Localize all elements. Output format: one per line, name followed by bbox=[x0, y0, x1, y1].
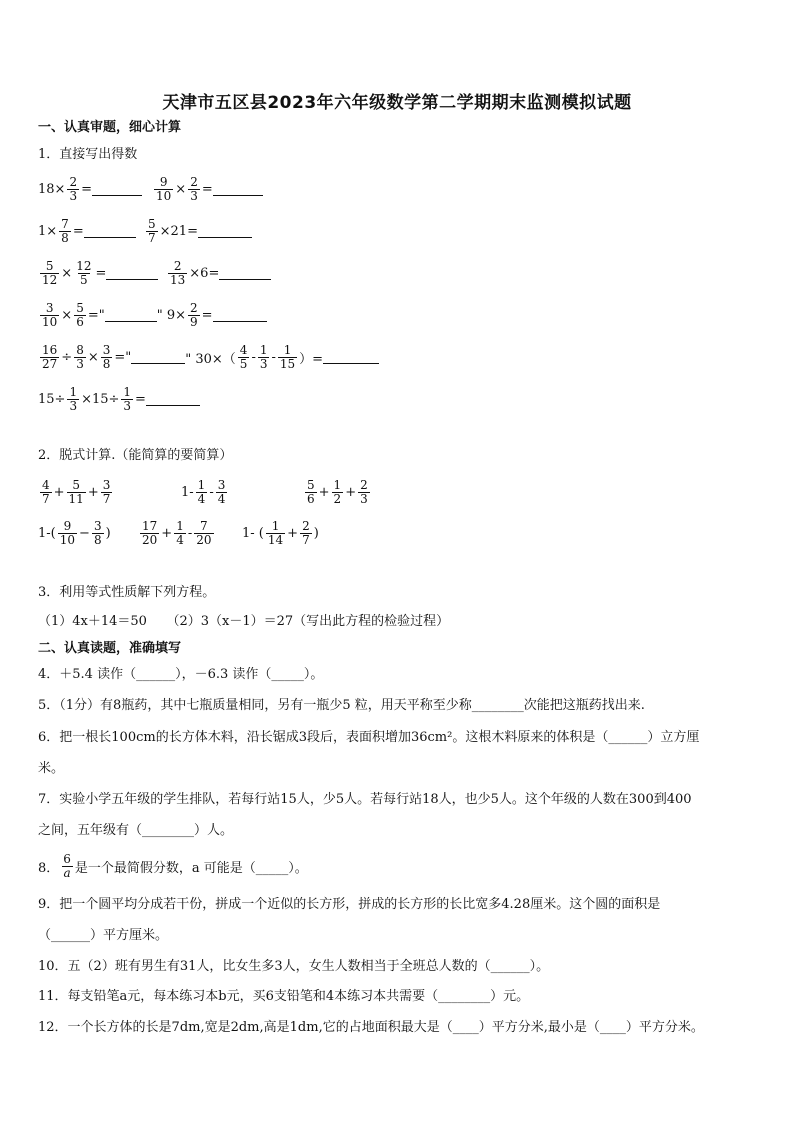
expression-text: 1- bbox=[181, 484, 194, 500]
question-3-equations: （1）4x＋14＝50 （2）3（x－1）＝27（写出此方程的检验过程） bbox=[38, 614, 450, 629]
denominator: 8 bbox=[102, 356, 111, 371]
q1-expr-2a bbox=[38, 218, 144, 245]
q2-expr-b bbox=[181, 479, 303, 506]
denominator: 3 bbox=[76, 356, 84, 371]
numerator: 1 bbox=[69, 384, 78, 399]
denominator: 7 bbox=[102, 491, 111, 506]
denominator: 5 bbox=[239, 356, 248, 371]
expression-text: × bbox=[61, 307, 73, 323]
denominator: 7 bbox=[42, 491, 50, 506]
answer-blank[interactable] bbox=[213, 183, 263, 196]
expression-text: − bbox=[79, 525, 90, 541]
question-2-label: 2．脱式计算.（能简算的要简算） bbox=[38, 448, 233, 463]
q1-expr-3a bbox=[38, 260, 166, 287]
denominator: 4 bbox=[197, 491, 206, 506]
fraction bbox=[92, 520, 104, 547]
page-title: 天津市五区县2023年六年级数学第二学期期末监测模拟试题 bbox=[162, 93, 632, 113]
denominator: 10 bbox=[59, 532, 76, 547]
question-8 bbox=[38, 851, 308, 881]
denominator: 3 bbox=[69, 188, 78, 203]
question-1-label: 1．直接写出得数 bbox=[38, 147, 138, 162]
denominator: 7 bbox=[302, 532, 310, 547]
fraction bbox=[59, 218, 71, 245]
question-11: 11．每支铅笔a元，每本练习本b元，买6支铅笔和4本练习本共需要（________）元。 bbox=[38, 989, 530, 1004]
question-4: 4．＋5.4 读作（______），－6.3 读作（_____）。 bbox=[38, 667, 324, 682]
fraction bbox=[358, 479, 370, 506]
expression-text: " 30×（ bbox=[185, 351, 236, 367]
fraction bbox=[146, 218, 158, 245]
expression-text: + bbox=[87, 484, 99, 500]
answer-blank[interactable] bbox=[92, 183, 142, 196]
denominator: 27 bbox=[42, 356, 58, 371]
numerator: 2 bbox=[189, 300, 198, 315]
denominator: 15 bbox=[279, 356, 296, 371]
expression-text: × bbox=[175, 181, 187, 197]
denominator: 5 bbox=[80, 272, 88, 287]
fraction bbox=[305, 479, 317, 506]
expression-text: ) bbox=[313, 525, 319, 541]
fraction bbox=[174, 520, 186, 547]
answer-blank[interactable] bbox=[84, 225, 136, 238]
numerator: 7 bbox=[61, 216, 69, 231]
answer-blank[interactable] bbox=[105, 309, 157, 322]
numerator: 1 bbox=[271, 518, 280, 533]
numerator: 5 bbox=[148, 216, 156, 231]
fraction bbox=[74, 344, 86, 371]
expression-text: =" bbox=[114, 349, 132, 365]
numerator: 4 bbox=[42, 477, 50, 492]
q1-expr-4b bbox=[157, 302, 267, 329]
fraction bbox=[216, 479, 228, 506]
fraction bbox=[40, 344, 59, 371]
expression-text: = bbox=[201, 307, 213, 323]
fraction bbox=[194, 520, 213, 547]
expression-text: - bbox=[209, 484, 214, 500]
q1-expr-4a bbox=[38, 302, 157, 329]
fraction bbox=[238, 344, 250, 371]
denominator: 12 bbox=[42, 272, 58, 287]
denominator: 3 bbox=[190, 188, 198, 203]
fraction bbox=[74, 302, 86, 329]
question-10: 10．五（2）班有男生有31人，比女生多3人，女生人数相当于全班总人数的（______）。 bbox=[38, 959, 550, 974]
q1-expr-1b bbox=[152, 176, 263, 203]
numerator: 2 bbox=[173, 258, 182, 273]
expression-text: 15÷ bbox=[38, 391, 66, 407]
q1-row-5 bbox=[38, 340, 379, 374]
q2-row-2 bbox=[38, 516, 319, 550]
denominator: 2 bbox=[333, 491, 342, 506]
fraction bbox=[168, 260, 187, 287]
q1-row-6 bbox=[38, 382, 200, 416]
numerator: 3 bbox=[217, 477, 226, 492]
expression-text: - bbox=[271, 349, 276, 365]
denominator: 11 bbox=[68, 491, 84, 506]
denominator: 13 bbox=[170, 272, 186, 287]
question-5: 5．（1分）有8瓶药，其中七瓶质量相同，另有一瓶少5 粒，用天平称至少称________次能把这瓶药找出来. bbox=[38, 698, 645, 713]
expression-text: + bbox=[53, 484, 65, 500]
expression-text: ) bbox=[105, 525, 111, 541]
numerator: 9 bbox=[63, 518, 72, 533]
fraction bbox=[74, 260, 93, 287]
expression-text: ×21= bbox=[159, 223, 198, 239]
denominator: 10 bbox=[42, 314, 58, 329]
denominator: 8 bbox=[93, 532, 102, 547]
expression-text: 是一个最简假分数，a 可能是（_____）。 bbox=[74, 860, 308, 876]
section-heading-1: 一、认真审题，细心计算 bbox=[38, 120, 182, 135]
question-3-label: 3．利用等式性质解下列方程。 bbox=[38, 585, 216, 600]
numerator: 5 bbox=[307, 477, 315, 492]
section-heading-2: 二、认真读题，准确填写 bbox=[38, 641, 182, 656]
fraction bbox=[58, 520, 77, 547]
answer-blank[interactable] bbox=[198, 225, 252, 238]
expression-text: = bbox=[72, 223, 84, 239]
fraction bbox=[101, 479, 113, 506]
numerator: 7 bbox=[200, 518, 208, 533]
fraction bbox=[300, 520, 312, 547]
expression-text: × bbox=[87, 349, 99, 365]
fraction bbox=[67, 176, 79, 203]
answer-blank[interactable] bbox=[323, 351, 379, 364]
expression-text: 8． bbox=[38, 860, 60, 876]
denominator: 6 bbox=[307, 491, 315, 506]
q1-expr-5a bbox=[38, 344, 185, 371]
q1-row-2 bbox=[38, 214, 252, 248]
numerator: 8 bbox=[76, 342, 84, 357]
fraction bbox=[40, 260, 59, 287]
numerator: 1 bbox=[333, 477, 342, 492]
numerator: 3 bbox=[102, 342, 111, 357]
fraction bbox=[196, 479, 208, 506]
expression-text: ÷ bbox=[61, 349, 73, 365]
denominator: 9 bbox=[189, 314, 198, 329]
question-9-line-1: 9．把一个圆平均分成若干份，拼成一个近似的长方形，拼成的长方形的长比宽多4.28厘米。这个圆的面积是 bbox=[38, 897, 661, 912]
numerator: 4 bbox=[239, 342, 248, 357]
numerator: 2 bbox=[302, 518, 310, 533]
expression-text: + bbox=[161, 525, 173, 541]
expression-text: ×6= bbox=[189, 265, 220, 281]
answer-blank[interactable] bbox=[219, 267, 271, 280]
fraction bbox=[332, 479, 344, 506]
numerator: 3 bbox=[45, 300, 54, 315]
numerator: 16 bbox=[42, 342, 58, 357]
numerator: 17 bbox=[142, 518, 158, 533]
numerator: 2 bbox=[69, 174, 78, 189]
denominator: 4 bbox=[176, 532, 184, 547]
denominator: 20 bbox=[196, 532, 212, 547]
denominator: 14 bbox=[267, 532, 284, 547]
answer-blank[interactable] bbox=[106, 267, 158, 280]
expression-text: ）= bbox=[299, 351, 324, 367]
fraction bbox=[154, 176, 173, 203]
expression-text: 1-( bbox=[38, 525, 56, 541]
expression-text: 1- ( bbox=[242, 525, 264, 541]
question-7-line-2: 之间，五年级有（________）人。 bbox=[38, 823, 234, 838]
numerator: 9 bbox=[159, 174, 168, 189]
expression-text: ×15÷ bbox=[81, 391, 120, 407]
expression-text: = bbox=[135, 391, 146, 407]
numerator: 6 bbox=[63, 851, 71, 866]
denominator: 10 bbox=[156, 188, 172, 203]
fraction bbox=[121, 386, 133, 413]
q2-expr-a bbox=[38, 479, 181, 506]
fraction bbox=[40, 479, 52, 506]
fraction bbox=[101, 344, 113, 371]
denominator: 7 bbox=[148, 230, 156, 245]
numerator: 1 bbox=[176, 518, 184, 533]
q2-expr-c bbox=[303, 479, 372, 506]
numerator: 3 bbox=[102, 477, 111, 492]
denominator: a bbox=[63, 865, 71, 880]
fraction bbox=[61, 853, 73, 880]
q1-expr-1a bbox=[38, 176, 152, 203]
numerator: 12 bbox=[76, 258, 92, 273]
fraction bbox=[278, 344, 297, 371]
q1-expr-2b bbox=[144, 218, 252, 245]
question-6-line-2: 米。 bbox=[38, 761, 65, 776]
denominator: 6 bbox=[76, 314, 84, 329]
fraction bbox=[266, 520, 285, 547]
denominator: 3 bbox=[123, 398, 132, 413]
q1-expr-6 bbox=[38, 386, 200, 413]
fraction bbox=[258, 344, 270, 371]
answer-blank[interactable] bbox=[131, 351, 185, 364]
q2-expr-e bbox=[138, 520, 242, 547]
expression-text: + bbox=[287, 525, 299, 541]
expression-text: = bbox=[81, 181, 92, 197]
question-6-line-1: 6．把一根长100cm的长方体木料，沿长锯成3段后，表面积增加36cm²。这根木料原来的体积是（______）立方厘 bbox=[38, 730, 700, 745]
denominator: 3 bbox=[360, 491, 368, 506]
fraction bbox=[67, 479, 86, 506]
question-7-line-1: 7．实验小学五年级的学生排队，若每行站15人，少5人。若每行站18人，也少5人。这个年级的人数在300到400 bbox=[38, 792, 692, 807]
q2-expr-f bbox=[242, 520, 319, 547]
expression-text: + bbox=[318, 484, 330, 500]
question-9-line-2: （______）平方厘米。 bbox=[38, 928, 169, 943]
denominator: 3 bbox=[69, 398, 78, 413]
expression-text: = bbox=[95, 265, 107, 281]
answer-blank[interactable] bbox=[213, 309, 267, 322]
q1-row-1 bbox=[38, 172, 263, 206]
q1-expr-3b bbox=[166, 260, 271, 287]
q2-expr-d bbox=[38, 520, 138, 547]
fraction bbox=[40, 302, 59, 329]
denominator: 4 bbox=[217, 491, 226, 506]
numerator: 1 bbox=[197, 477, 206, 492]
q1-row-3 bbox=[38, 256, 271, 290]
expression-text: 18× bbox=[38, 181, 66, 197]
expression-text: - bbox=[251, 349, 256, 365]
numerator: 2 bbox=[360, 477, 368, 492]
expression-text: - bbox=[187, 525, 193, 541]
denominator: 8 bbox=[61, 230, 69, 245]
expression-text: =" bbox=[87, 307, 105, 323]
numerator: 1 bbox=[283, 342, 292, 357]
numerator: 3 bbox=[93, 518, 102, 533]
expression-text: × bbox=[61, 265, 73, 281]
answer-blank[interactable] bbox=[146, 393, 200, 406]
numerator: 2 bbox=[190, 174, 198, 189]
numerator: 5 bbox=[45, 258, 54, 273]
denominator: 20 bbox=[142, 532, 158, 547]
fraction bbox=[188, 302, 200, 329]
fraction bbox=[67, 386, 79, 413]
denominator: 3 bbox=[259, 356, 268, 371]
fraction bbox=[188, 176, 200, 203]
fraction bbox=[140, 520, 159, 547]
q1-expr-5b bbox=[185, 344, 379, 371]
q1-row-4 bbox=[38, 298, 267, 332]
expression-text: + bbox=[345, 484, 357, 500]
numerator: 1 bbox=[259, 342, 268, 357]
q2-row-1 bbox=[38, 475, 372, 509]
question-12: 12．一个长方体的长是7dm,宽是2dm,高是1dm,它的占地面积最大是（____）平方分米,最小是（____）平方分米。 bbox=[38, 1020, 704, 1035]
expression-text: 1× bbox=[38, 223, 58, 239]
expression-text: " 9× bbox=[156, 307, 186, 323]
expression-text: = bbox=[201, 181, 213, 197]
numerator: 5 bbox=[76, 300, 84, 315]
numerator: 5 bbox=[72, 477, 80, 492]
numerator: 1 bbox=[123, 384, 132, 399]
